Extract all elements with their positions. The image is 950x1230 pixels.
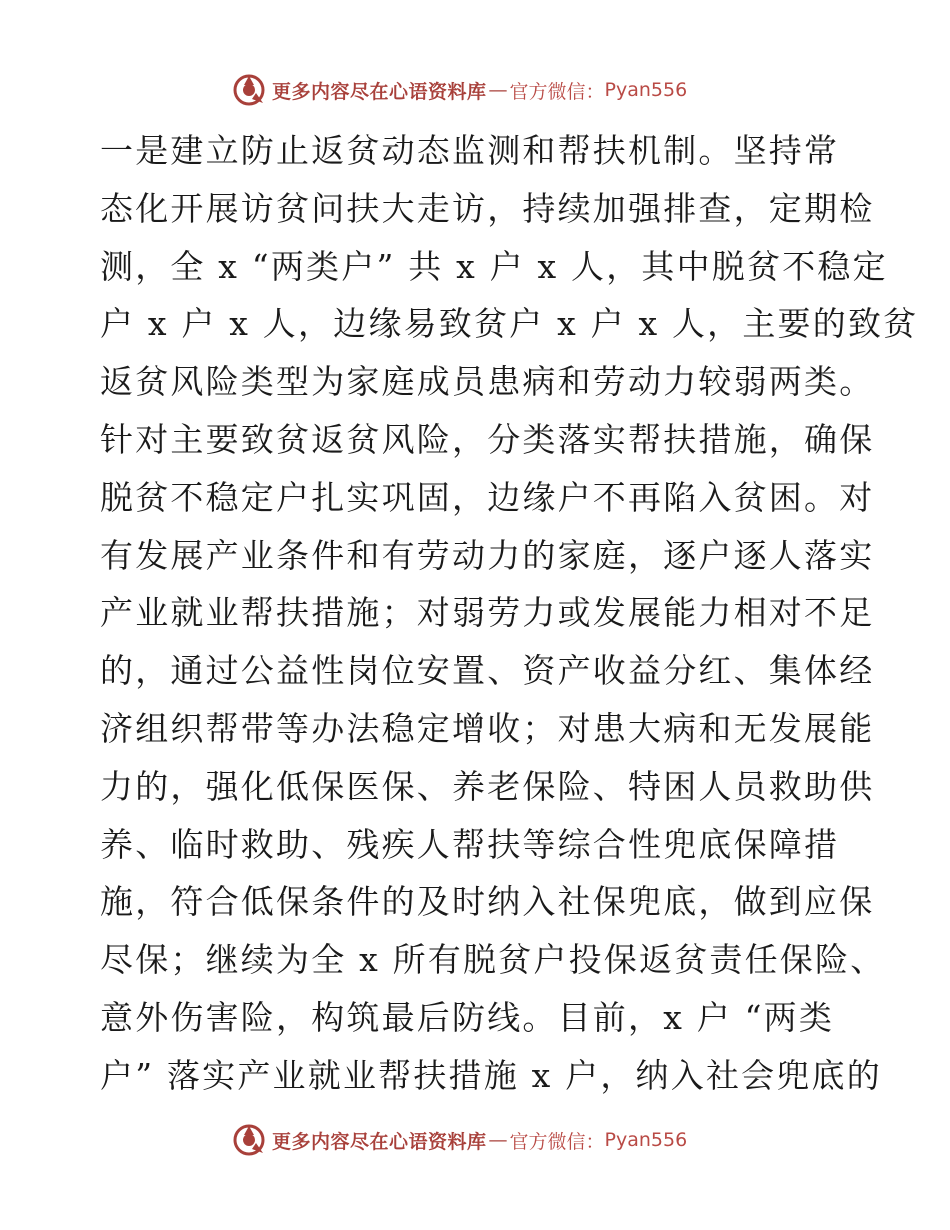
header-dash: — — [488, 79, 508, 101]
logo-icon — [232, 73, 266, 107]
body-line: 意外伤害险，构筑最后防线。目前，x 户 “两类 — [100, 997, 835, 1037]
body-line: 尽保；继续为全 x 所有脱贫户投保返贫责任保险、 — [100, 940, 886, 980]
body-line: 产业就业帮扶措施；对弱劳力或发展能力相对不足 — [100, 593, 875, 633]
body-line: 养、临时救助、残疾人帮扶等综合性兜底保障措 — [100, 824, 840, 864]
body-line: 态化开展访贫问扶大走访，持续加强排查，定期检 — [100, 188, 875, 228]
body-line: 脱贫不稳定户扎实巩固，边缘户不再陷入贫困。对 — [100, 477, 875, 517]
body-line: 力的，强化低保医保、养老保险、特困人员救助供 — [100, 766, 875, 806]
header-banner — [232, 73, 687, 107]
document-body — [100, 122, 919, 1105]
body-line: 一是建立防止返贫动态监测和帮扶机制。坚持常 — [100, 131, 840, 170]
body-line: 测，全 x “两类户” 共 x 户 x 人，其中脱贫不稳定 — [100, 246, 888, 286]
body-line: 针对主要致贫返贫风险，分类落实帮扶措施，确保 — [100, 419, 875, 459]
body-line: 济组织帮带等办法稳定增收；对患大病和无发展能 — [100, 708, 875, 748]
body-line: 有发展产业条件和有劳动力的家庭，逐户逐人落实 — [100, 535, 875, 575]
footer-dash: — — [488, 1129, 508, 1151]
footer-wechat-label: 官方微信： — [509, 1130, 605, 1153]
body-line: 施，符合低保条件的及时纳入社保兜底，做到应保 — [100, 882, 875, 922]
body-line: 的，通过公益性岗位安置、资产收益分红、集体经 — [100, 651, 875, 691]
body-line: 户 x 户 x 人，边缘易致贫户 x 户 x 人，主要的致贫 — [100, 304, 919, 344]
body-line: 户” 落实产业就业帮扶措施 x 户，纳入社会兜底的 — [100, 1055, 882, 1095]
footer-banner — [232, 1123, 687, 1157]
footer-site-text: 更多内容尽在心语资料库 — [272, 1130, 487, 1153]
body-line: 返贫风险类型为家庭成员患病和劳动力较弱两类。 — [100, 362, 875, 402]
header-wechat-label: 官方微信： — [509, 80, 605, 103]
footer-wechat-id: Pyan556 — [604, 1129, 688, 1151]
header-site-text: 更多内容尽在心语资料库 — [272, 80, 487, 103]
logo-icon — [232, 1123, 266, 1157]
header-wechat-id: Pyan556 — [604, 79, 688, 101]
